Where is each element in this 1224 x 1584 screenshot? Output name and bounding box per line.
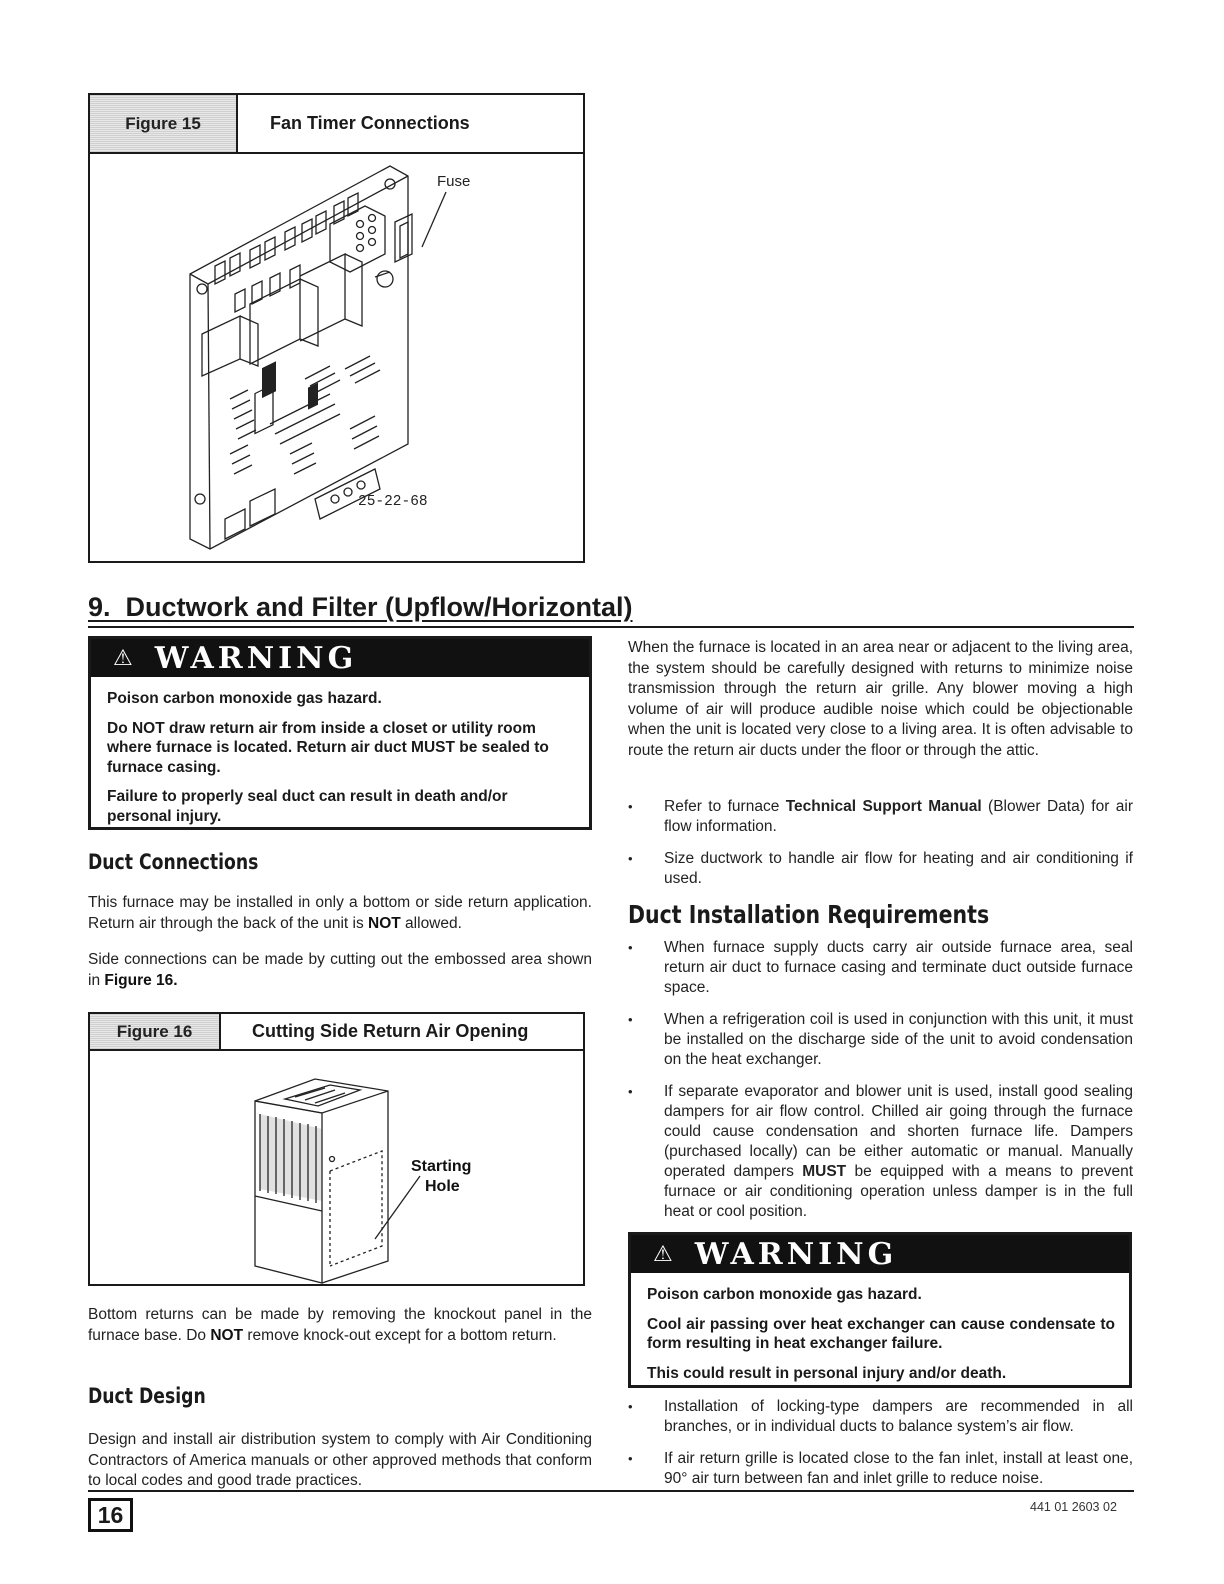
duct-connections-heading: Duct Connections [88,850,259,874]
duct-installation-bullet-list [628,938,1133,1234]
warning-box-2 [628,1232,1132,1388]
page-number: 16 [88,1498,133,1532]
warning-word: WARNING [694,1236,898,1272]
list-item: • When furnace supply ducts carry air outside furnace area, seal return air duct to furnace casing and terminate duct outside furnace space. [628,938,1133,998]
section-title: 9. Ductwork and Filter (Upflow/Horizontal) [88,592,633,622]
footer-rule [88,1490,1134,1492]
document-number: 441 01 2603 02 [1030,1500,1117,1514]
figure-15-tag: Figure 15 [90,95,238,152]
furnace-illustration [90,1051,583,1284]
list-item: • Size ductwork to handle air flow for heating and air conditioning if used. [628,849,1133,889]
fuse-label: Fuse [437,173,471,190]
warning-2-line-2: Cool air passing over heat exchanger can cause condensate to form resulting in heat exchanger failure. [647,1315,1115,1352]
bottom-returns-paragraph: Bottom returns can be made by removing the knockout panel in the furnace base. Do NOT remove knock-out except for a bottom return. [88,1306,592,1344]
figure-16-header [90,1014,583,1051]
list-item: • If separate evaporator and blower unit is used, install good sealing dampers for air flow control. Chilled air going through the furnace could cause condensation and shorten furnace life. Dampers (purchased locally) can be either automatic or manual. Manually operated dampers MUST be equipped with a means to prevent furnace or air conditioning operation unless damper is in the full heat or cool position. [628,1082,1133,1222]
starting-hole-label-line-1: Starting [411,1158,472,1175]
list-item: • When a refrigeration coil is used in conjunction with this unit, it must be installed on the discharge side of the unit to avoid condensation on the heat exchanger. [628,1010,1133,1070]
warning-1-line-1: Poison carbon monoxide gas hazard. [107,690,382,707]
starting-hole-label-line-2: Hole [425,1178,460,1195]
warning-box-1 [88,636,592,830]
blower-bullet-list [628,797,1133,901]
figure-16-title: Cutting Side Return Air Opening [252,1021,529,1041]
damper-bullet-list [628,1397,1133,1501]
warning-banner [631,1235,1129,1273]
figure-16 [88,1012,585,1286]
right-intro-paragraph: When the furnace is located in an area near or adjacent to the living area, the system should be carefully designed with returns to minimize noise transmission through the return air grille. Any blower moving a high volume of air will produce audible noise which could be objectionable when the unit is located very close to a living area. It is often advisable to route the return air ducts under the floor or through the attic. [628,639,1133,759]
warning-triangle-icon: ⚠ [653,1241,673,1266]
warning-banner [91,639,589,677]
list-item: • Refer to furnace Technical Support Manual (Blower Data) for air flow information. [628,797,1133,837]
list-item: • Installation of locking-type dampers are recommended in all branches, or in individual ducts to balance system’s air flow. [628,1397,1133,1437]
fan-timer-board-illustration [90,154,583,561]
list-item: • If air return grille is located close to the fan inlet, install at least one, 90° air turn between fan and inlet grille to reduce noise. [628,1449,1133,1489]
figure-15-title: Fan Timer Connections [270,113,470,133]
figure-15 [88,93,585,563]
warning-2-line-1: Poison carbon monoxide gas hazard. [647,1286,922,1303]
warning-1-line-3: Failure to properly seal duct can result in death and/or personal injury. [107,788,508,825]
duct-installation-heading: Duct Installation Requirements [628,900,990,929]
duct-connections-paragraph-2: Side connections can be made by cutting out the embossed area shown in Figure 16. [88,951,592,989]
warning-word: WARNING [154,640,358,676]
duct-connections-paragraph-1: This furnace may be installed in only a bottom or side return application. Return air through the back of the unit is NOT allowed. [88,894,592,932]
warning-triangle-icon: ⚠ [113,645,133,670]
warning-2-line-3: This could result in personal injury and/or death. [647,1364,1007,1382]
figure-15-part-number: 25-22-68 [358,494,428,510]
warning-1-body [107,689,575,826]
figure-15-header [90,95,583,154]
warning-2-body [647,1285,1115,1383]
warning-1-line-2: Do NOT draw return air from inside a closet or utility room where furnace is located. Return air duct MUST be sealed to furnace casing. [107,719,549,776]
duct-design-paragraph: Design and install air distribution system to comply with Air Conditioning Contractors of America manuals or other approved methods that conform to local codes and good trade practices. [88,1431,592,1489]
section-rule [88,626,1134,628]
duct-design-heading: Duct Design [88,1384,206,1408]
figure-16-tag: Figure 16 [90,1014,221,1049]
